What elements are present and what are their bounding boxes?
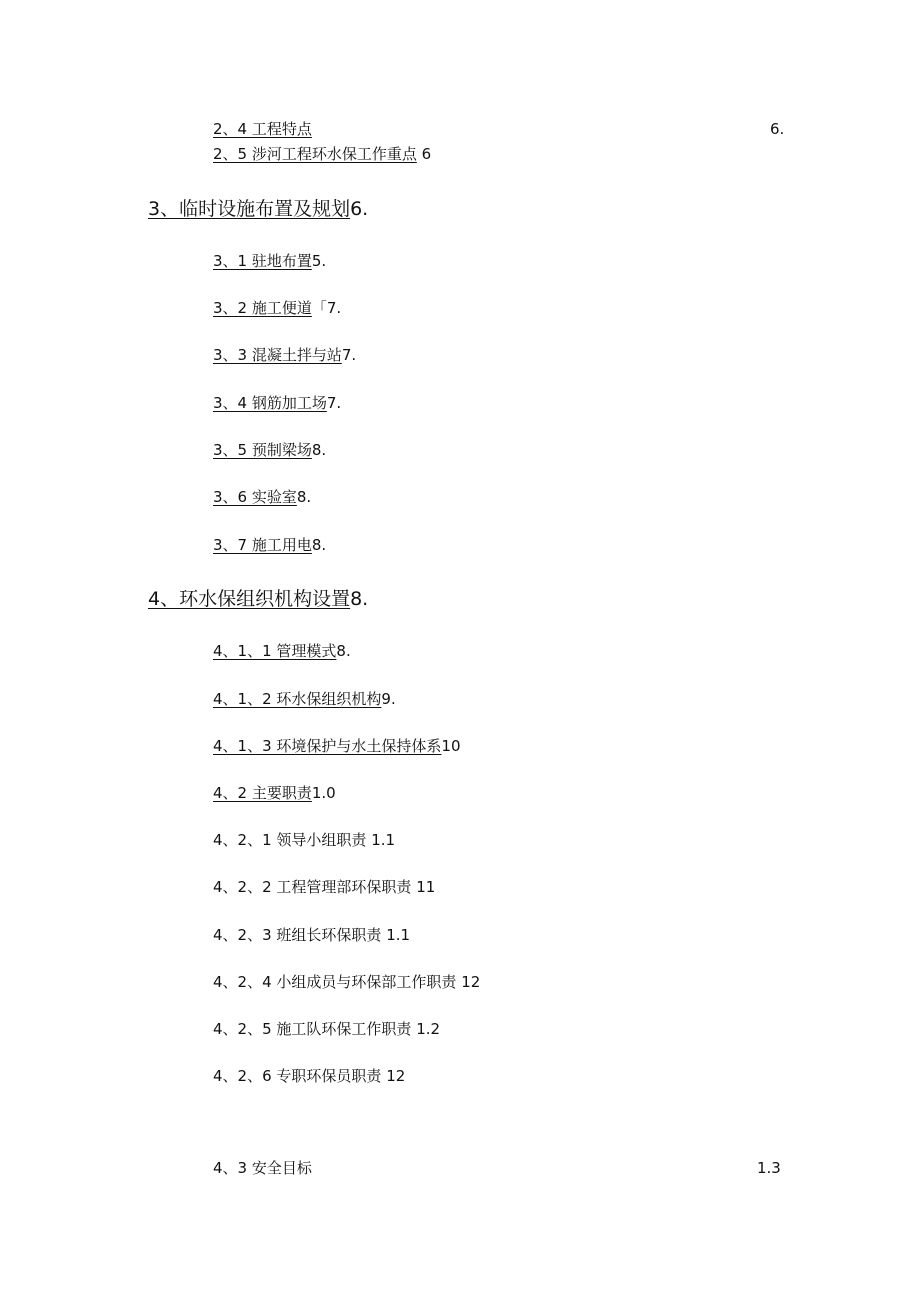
toc-page-number: 8. <box>311 536 327 554</box>
toc-title: 4、2、4 小组成员与环保部工作职责 <box>213 973 457 991</box>
toc-title: 4、2 主要职责 <box>213 784 312 802</box>
toc-title: 4、1、3 环境保护与水土保持体系 <box>213 737 442 755</box>
toc-entry-3-7[interactable] <box>213 538 326 553</box>
toc-title: 4、2、6 专职环保员职责 <box>213 1067 382 1085</box>
toc-page-number: 6. <box>350 198 369 220</box>
toc-entry-4-2-6[interactable] <box>213 1069 405 1084</box>
toc-page-number: 9. <box>381 690 396 708</box>
toc-entry-2-5[interactable] <box>213 147 431 162</box>
toc-entry-3-1[interactable] <box>213 254 326 269</box>
toc-title: 3、3 混凝土拌与站 <box>213 346 342 364</box>
toc-title: 4、2、2 工程管理部环保职责 <box>213 878 412 896</box>
toc-entry-4-1-3[interactable] <box>213 739 461 754</box>
toc-title: 3、7 施工用电 <box>213 536 312 554</box>
toc-page-number: 12 <box>386 1067 406 1085</box>
toc-title: 2、4 工程特点 <box>213 120 312 138</box>
toc-title: 4、3 安全目标 <box>213 1159 312 1177</box>
toc-page-number: 6. <box>770 120 785 138</box>
toc-title: 3、2 施工便道 <box>213 299 312 317</box>
toc-page-number: 8. <box>350 588 369 610</box>
toc-title: 4、2、5 施工队环保工作职责 <box>213 1020 412 1038</box>
toc-entry-3-2[interactable] <box>213 301 341 316</box>
toc-title: 4、环水保组织机构设置 <box>148 588 351 610</box>
toc-page-number: 1.2 <box>416 1020 441 1038</box>
toc-entry-3-3[interactable] <box>213 348 356 363</box>
toc-page-number: 1.1 <box>386 926 411 944</box>
toc-page-number: 8. <box>296 488 312 506</box>
toc-title: 3、4 钢筋加工场 <box>213 394 327 412</box>
toc-title: 4、1、1 管理模式 <box>213 642 337 660</box>
toc-page-number: 8. <box>311 441 327 459</box>
toc-page-number: 11 <box>416 878 436 896</box>
toc-entry-3-6[interactable] <box>213 490 311 505</box>
toc-title: 3、6 实验室 <box>213 488 297 506</box>
toc-entry-3-4[interactable] <box>213 396 341 411</box>
toc-entry-4[interactable] <box>148 590 368 609</box>
toc-entry-4-2-4[interactable] <box>213 975 480 990</box>
toc-page-number: 8. <box>336 642 351 660</box>
toc-page-number: 7. <box>326 394 342 412</box>
toc-page-number: 「7. <box>311 299 342 317</box>
toc-title: 3、1 驻地布置 <box>213 252 312 270</box>
toc-entry-4-2[interactable] <box>213 786 336 801</box>
toc-page-number: 7. <box>341 346 357 364</box>
toc-entry-4-2-1[interactable] <box>213 833 395 848</box>
toc-title: 3、5 预制梁场 <box>213 441 312 459</box>
toc-page-number: 10 <box>441 737 461 755</box>
toc-entry-3[interactable] <box>148 200 368 219</box>
toc-title: 4、2、1 领导小组职责 <box>213 831 367 849</box>
toc-title: 2、5 涉河工程环水保工作重点 <box>213 145 417 163</box>
toc-entry-4-2-2[interactable] <box>213 880 435 895</box>
toc-page-number: 12 <box>461 973 481 991</box>
toc-entry-4-2-3[interactable] <box>213 928 410 943</box>
toc-title: 4、2、3 班组长环保职责 <box>213 926 382 944</box>
toc-page-number: 6 <box>421 145 432 163</box>
toc-entry-4-1-1[interactable] <box>213 644 351 659</box>
toc-page-number: 1.0 <box>311 784 336 802</box>
toc-title: 4、1、2 环水保组织机构 <box>213 690 382 708</box>
toc-entry-4-3[interactable] <box>213 1161 312 1176</box>
toc-page-number: 5. <box>311 252 327 270</box>
toc-entry-4-1-2[interactable] <box>213 692 396 707</box>
toc-title: 3、临时设施布置及规划 <box>148 198 351 220</box>
toc-entry-4-2-5[interactable] <box>213 1022 440 1037</box>
toc-page-number: 1.1 <box>371 831 396 849</box>
toc-entry-2-4[interactable] <box>213 122 312 137</box>
toc-entry-3-5[interactable] <box>213 443 326 458</box>
toc-page-number: 1.3 <box>757 1159 781 1177</box>
